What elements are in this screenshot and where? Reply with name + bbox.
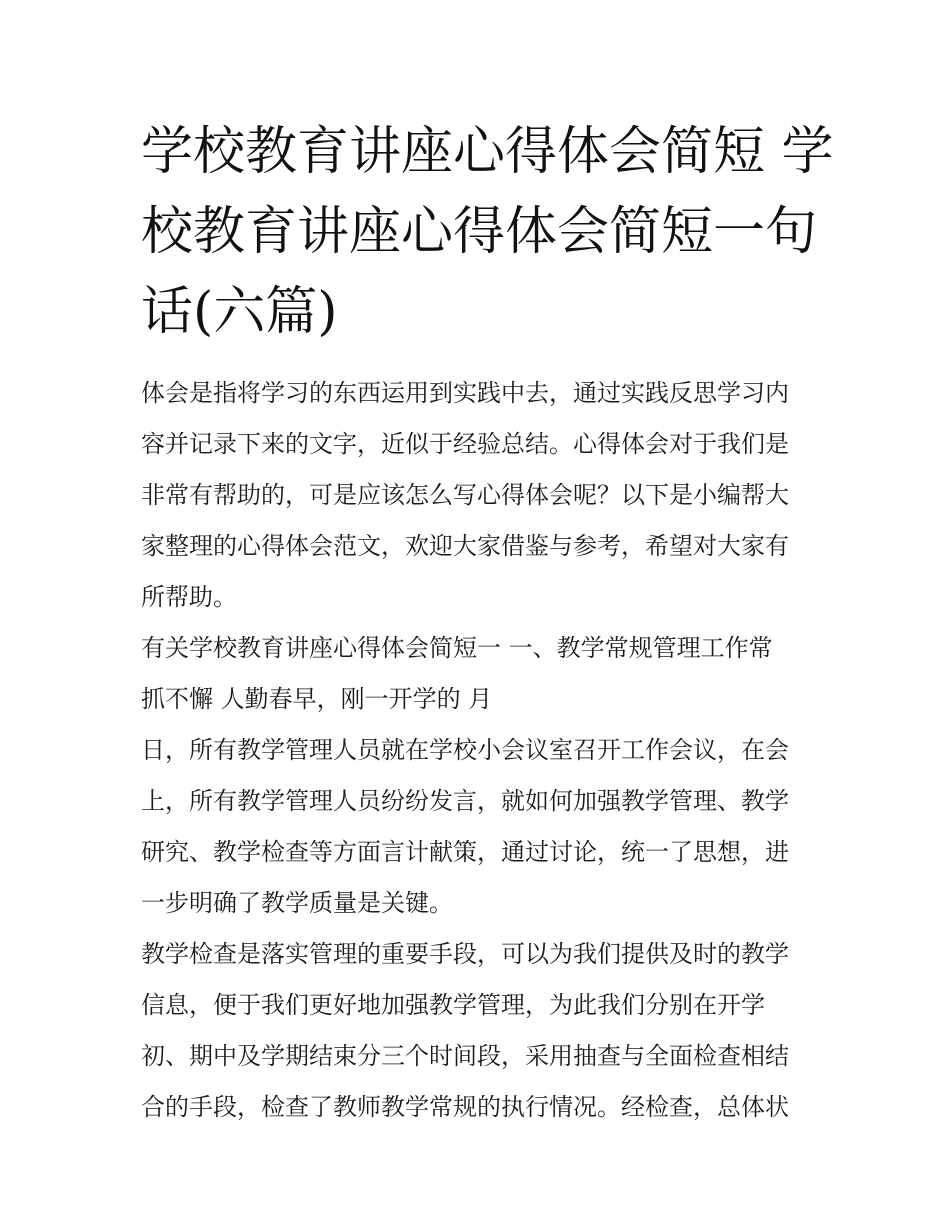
body-line: 一步明确了教学质量是关键。 (141, 889, 453, 917)
body-line: 抓不懈 人勤春早，刚一开学的 月 (141, 685, 493, 713)
title-line: 校教育讲座心得体会简短一句 (141, 202, 818, 262)
body-line: 日，所有教学管理人员就在学校小会议室召开工作会议，在会 (141, 736, 789, 764)
body-line: 非常有帮助的，可是应该怎么写心得体会呢？以下是小编帮大 (141, 481, 789, 509)
body-line: 研究、教学检查等方面言计献策，通过讨论，统一了思想，进 (141, 838, 789, 866)
body-line: 初、期中及学期结束分三个时间段，采用抽查与全面检查相结 (141, 1042, 789, 1070)
document-body (141, 368, 813, 1133)
title-line: 学校教育讲座心得体会简短 学 (141, 122, 834, 182)
body-line: 有关学校教育讲座心得体会简短一 一、教学常规管理工作常 (141, 634, 773, 662)
body-line: 容并记录下来的文字，近似于经验总结。心得体会对于我们是 (141, 430, 789, 458)
body-line: 合的手段，检查了教师教学常规的执行情况。经检查，总体状 (141, 1093, 789, 1121)
title-line: 话(六篇) (141, 282, 338, 342)
document-page (141, 112, 834, 1133)
body-line: 上，所有教学管理人员纷纷发言，就如何加强教学管理、教学 (141, 787, 789, 815)
document-title (141, 112, 834, 352)
body-line: 信息，便于我们更好地加强教学管理，为此我们分别在开学 (141, 991, 765, 1019)
body-line: 所帮助。 (141, 583, 237, 611)
body-line: 体会是指将学习的东西运用到实践中去，通过实践反思学习内 (141, 379, 789, 407)
body-line: 教学检查是落实管理的重要手段，可以为我们提供及时的教学 (141, 940, 789, 968)
body-line: 家整理的心得体会范文，欢迎大家借鉴与参考，希望对大家有 (141, 532, 789, 560)
